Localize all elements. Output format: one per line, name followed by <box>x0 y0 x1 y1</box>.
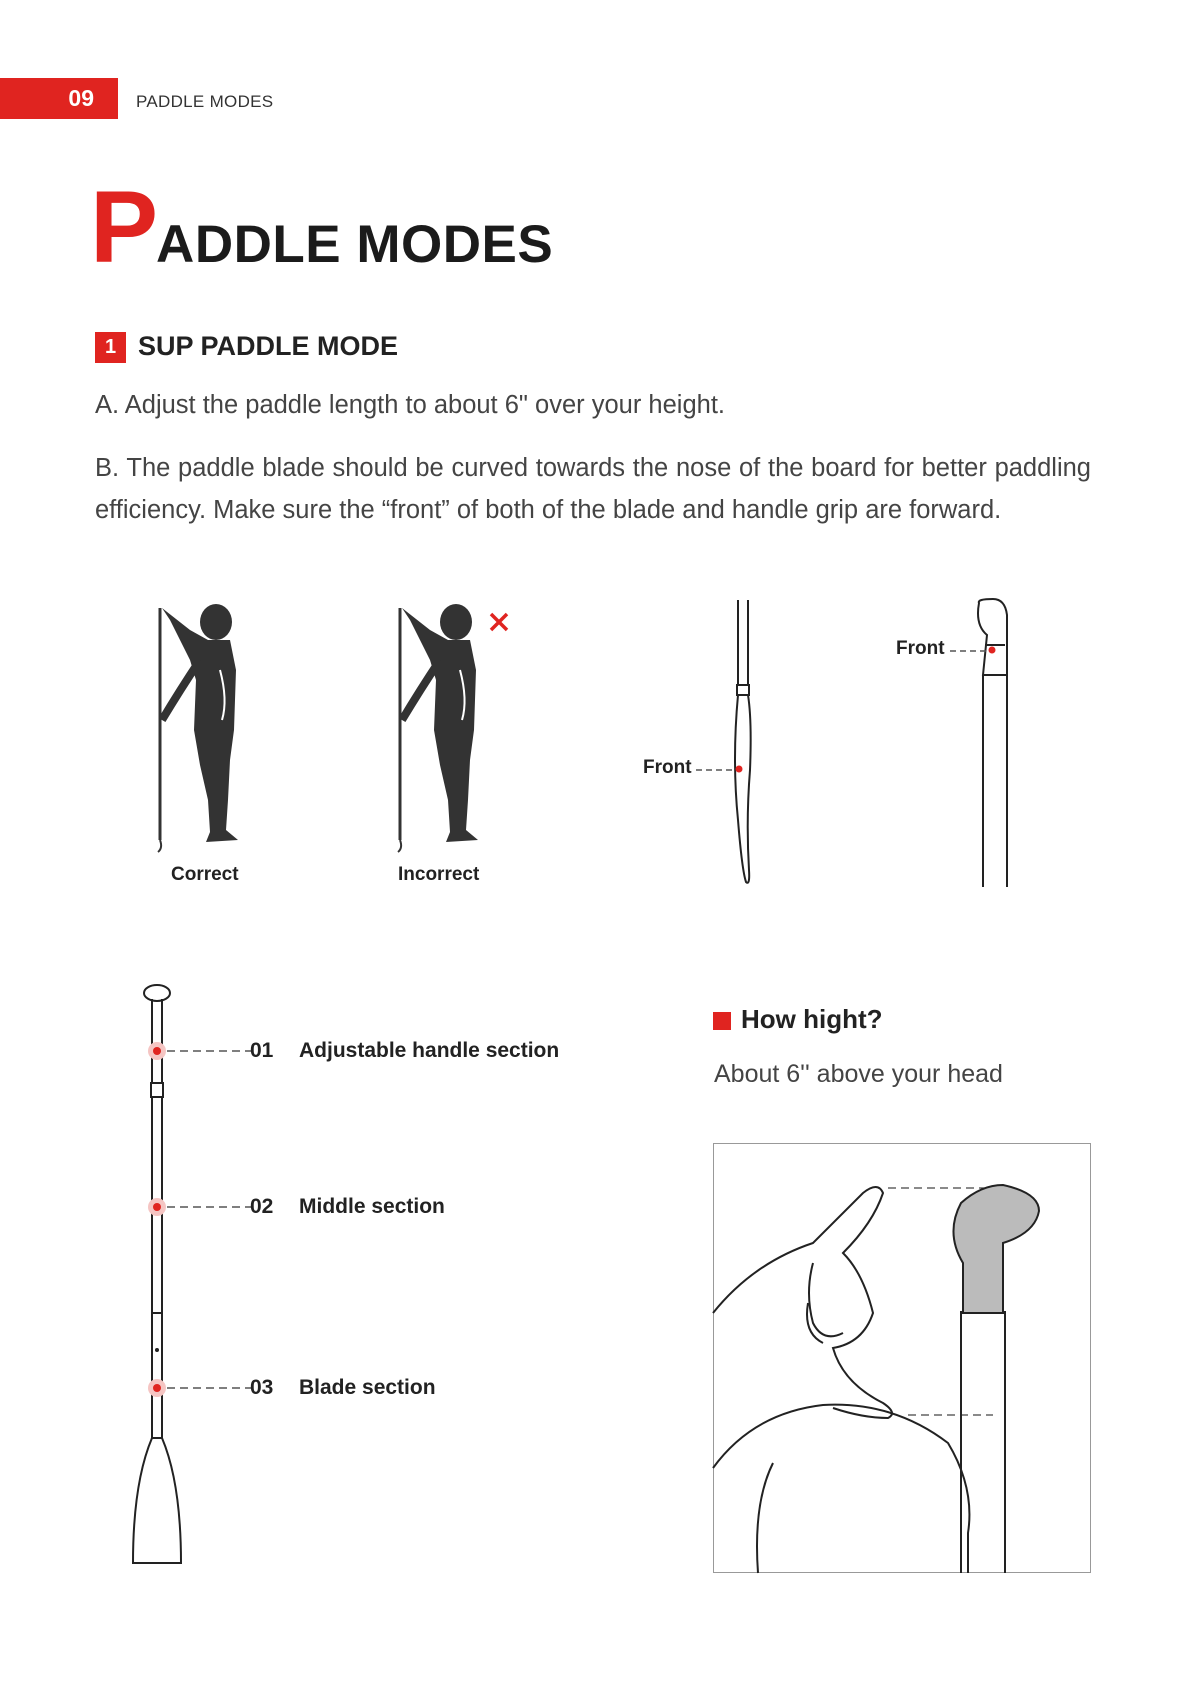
correct-posture-illustration <box>150 600 260 850</box>
part-label: Middle section <box>299 1195 445 1218</box>
part-marker <box>147 1041 257 1061</box>
height-reference-illustration <box>713 1143 1091 1573</box>
grip-front-leader <box>950 646 992 656</box>
part-label: Adjustable handle section <box>299 1039 560 1062</box>
correct-label: Correct <box>171 864 239 885</box>
part-number: 01 <box>250 1039 274 1062</box>
paddle-parts-illustration <box>125 983 195 1568</box>
how-high-text: About 6'' above your head <box>714 1060 1003 1088</box>
blade-curve-illustration <box>730 600 770 890</box>
grip-front-illustration <box>965 595 1015 890</box>
how-high-title: How hight? <box>741 1004 883 1034</box>
page-number-tab: 09 <box>0 78 118 119</box>
how-high-marker <box>713 1012 731 1030</box>
section-heading: SUP PADDLE MODE <box>138 331 399 361</box>
title-rest: ADDLE MODES <box>156 215 554 274</box>
incorrect-x-icon <box>489 612 509 632</box>
blade-front-label: Front <box>643 757 692 778</box>
instruction-a: A. Adjust the paddle length to about 6" over your height. <box>95 391 725 419</box>
incorrect-posture-illustration <box>390 600 500 850</box>
section-number-badge: 1 <box>95 332 126 363</box>
part-marker <box>147 1197 257 1217</box>
part-number: 02 <box>250 1195 274 1218</box>
grip-front-label: Front <box>896 638 945 659</box>
page-title <box>90 170 554 284</box>
part-marker <box>147 1378 257 1398</box>
incorrect-label: Incorrect <box>398 864 480 885</box>
instruction-b: B. The paddle blade should be curved towards the nose of the board for better paddling efficiency. Make sure the “front” of both of the blade and handle grip are forward. <box>95 454 1091 524</box>
part-number: 03 <box>250 1376 274 1399</box>
blade-front-leader <box>696 765 740 775</box>
running-head: PADDLE MODES <box>136 92 274 111</box>
title-initial: P <box>90 170 159 284</box>
part-label: Blade section <box>299 1376 436 1399</box>
